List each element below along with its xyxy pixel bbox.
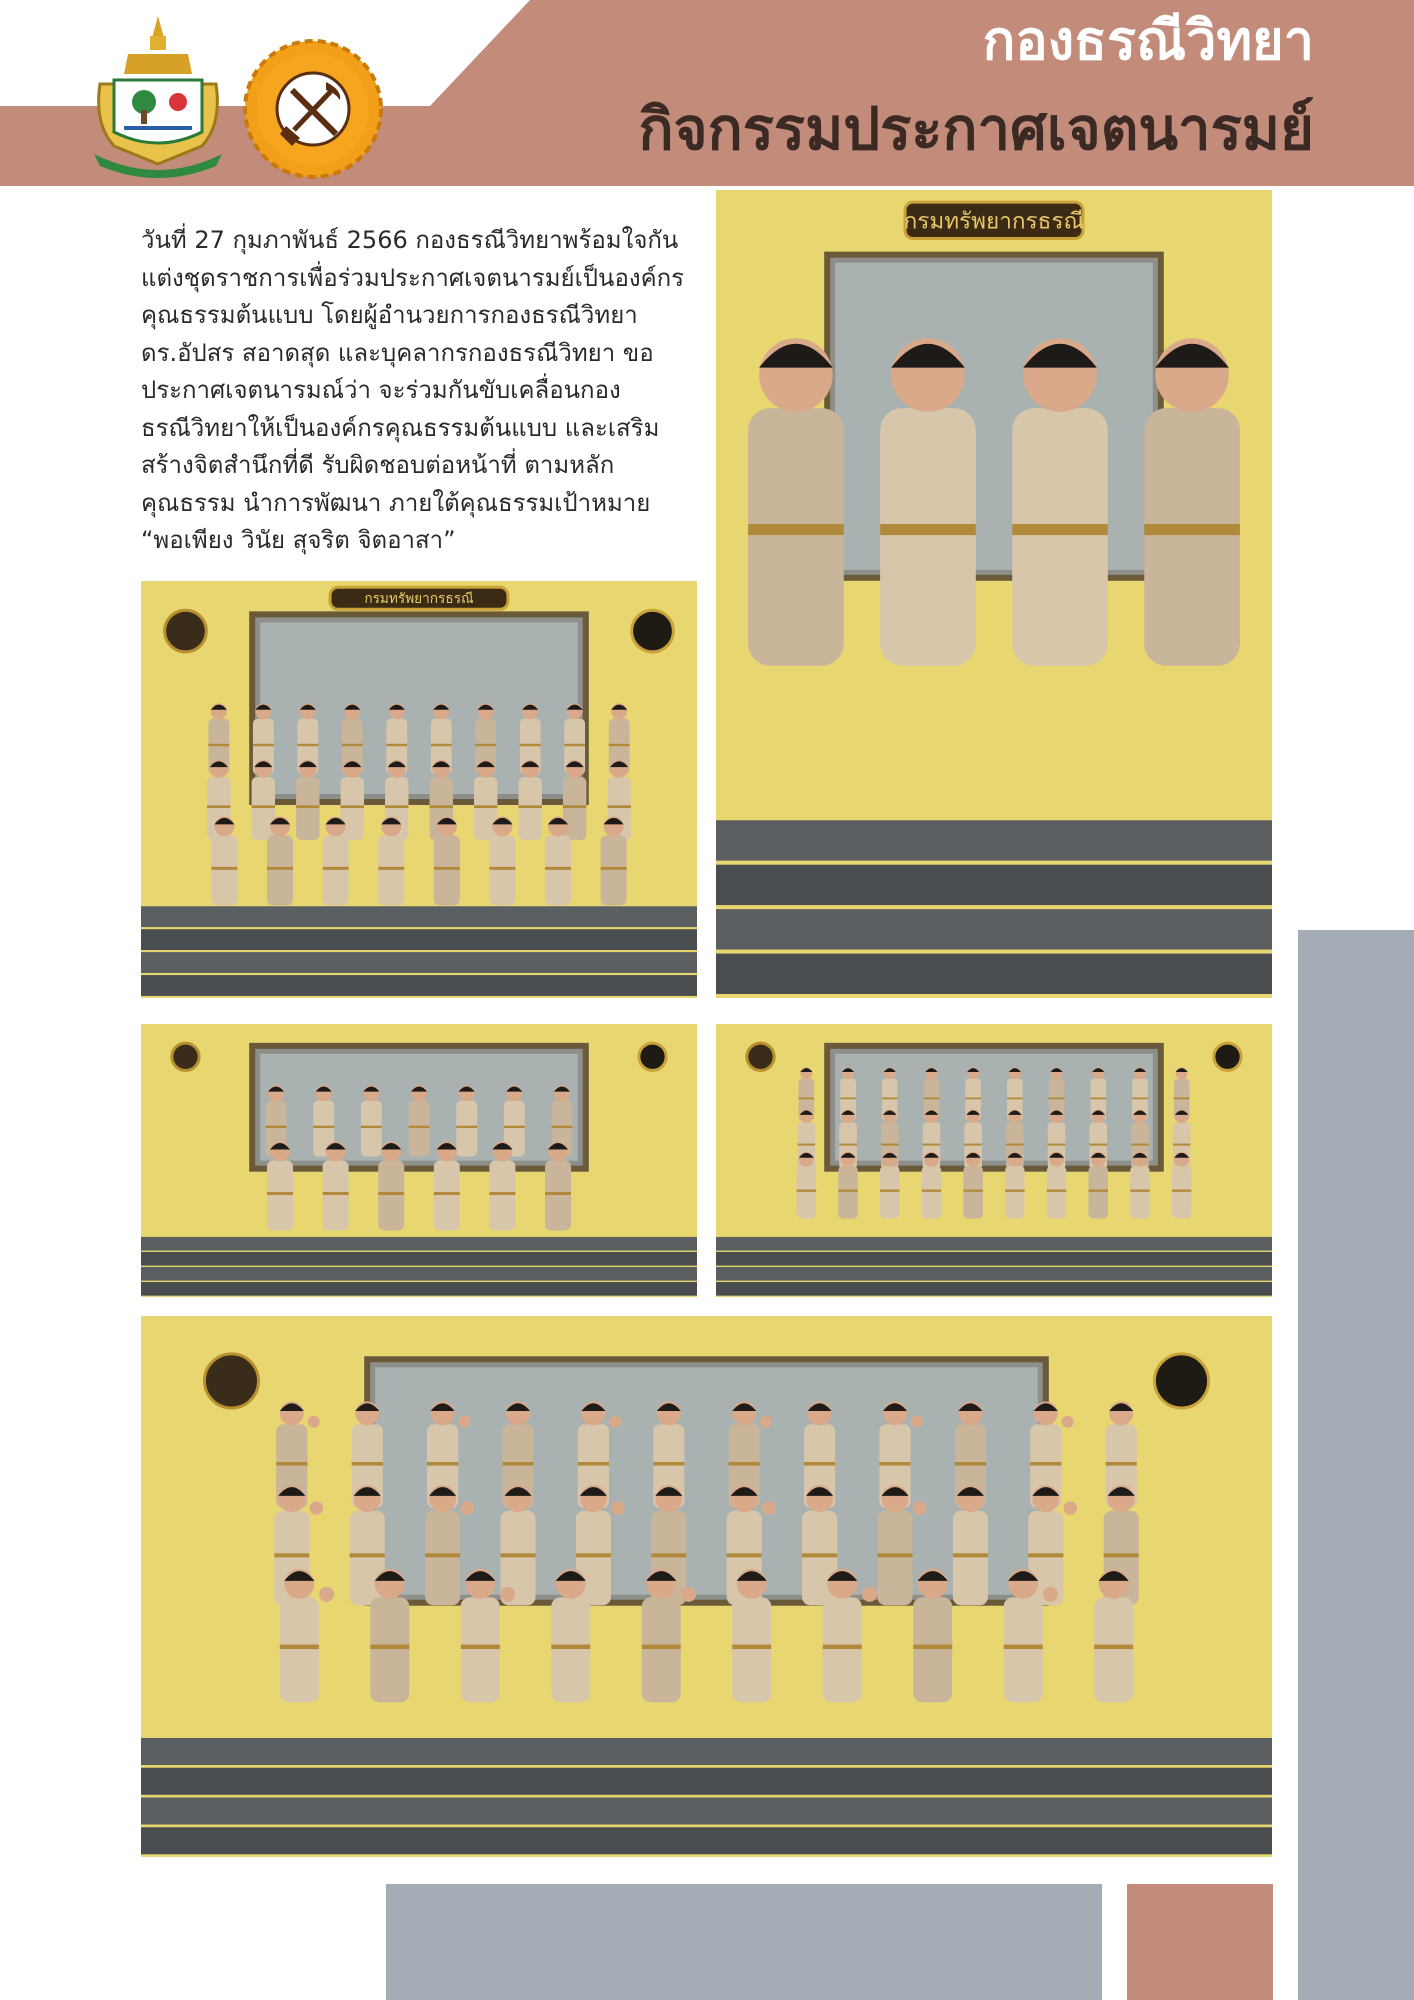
person-belt: [642, 1645, 681, 1650]
person-uniform: [323, 835, 349, 905]
person-belt: [504, 1126, 525, 1128]
person-belt: [653, 1462, 684, 1466]
person-belt: [840, 1098, 856, 1100]
person-belt: [1090, 1098, 1106, 1100]
person-belt: [729, 1462, 760, 1466]
person-belt: [434, 1192, 460, 1195]
person-belt: [323, 1192, 349, 1195]
person-belt: [474, 805, 497, 808]
person-uniform: [378, 1161, 404, 1231]
person-belt: [520, 744, 541, 746]
person-uniform: [823, 1597, 862, 1702]
person-belt: [955, 1462, 986, 1466]
person-belt: [276, 1462, 307, 1466]
person-uniform: [378, 835, 404, 905]
person-belt: [252, 805, 275, 808]
person-belt: [361, 1126, 382, 1128]
person-belt: [1174, 1098, 1190, 1100]
body-line: ธรณีวิทยาให้เป็นองค์กรคุณธรรมต้นแบบ และเสริม: [141, 413, 660, 442]
stair-step: [716, 1267, 1272, 1281]
person-belt: [880, 524, 976, 535]
body-line: คุณธรรมต้นแบบ โดยผู้อำนวยการกองธรณีวิทยา: [141, 301, 638, 329]
person-uniform: [880, 1166, 900, 1219]
person-uniform: [519, 777, 542, 840]
person-belt: [1028, 1553, 1063, 1557]
person-belt: [267, 867, 293, 870]
wall-emblem-right: [639, 1043, 666, 1070]
decorative-gray-bar-bottom: [386, 1884, 1102, 2000]
stair-step: [141, 1267, 697, 1281]
person-belt: [280, 1645, 319, 1650]
photo-group-small-right: [716, 1024, 1272, 1297]
stair-step: [141, 1237, 697, 1251]
person-belt: [378, 867, 404, 870]
person-belt: [489, 1192, 515, 1195]
person-belt: [551, 1645, 590, 1650]
stair-step: [141, 1797, 1272, 1824]
person-belt: [1173, 1144, 1191, 1146]
person-belt: [1047, 1190, 1067, 1192]
person-belt: [1089, 1144, 1107, 1146]
person-belt: [267, 1192, 293, 1195]
person-belt: [352, 1462, 383, 1466]
stair-step: [141, 1252, 697, 1266]
person-belt: [1172, 1190, 1192, 1192]
wall-emblem-right: [632, 610, 674, 652]
stair-step: [141, 1827, 1272, 1854]
person-uniform: [425, 1511, 460, 1606]
person-belt: [296, 805, 319, 808]
photo-group-fists: [141, 1316, 1272, 1857]
person-belt: [601, 867, 627, 870]
raised-fist: [611, 1501, 625, 1515]
person-belt: [461, 1645, 500, 1650]
person-belt: [576, 1553, 611, 1557]
stair-step: [141, 952, 697, 973]
person-belt: [1106, 1462, 1137, 1466]
person-belt: [964, 1144, 982, 1146]
person-belt: [1004, 1645, 1043, 1650]
raised-fist: [911, 1416, 923, 1428]
person-uniform: [280, 1597, 319, 1702]
raised-fist: [500, 1587, 515, 1602]
person-uniform: [601, 835, 627, 905]
person-uniform: [296, 777, 319, 840]
raised-fist: [308, 1416, 320, 1428]
raised-fist: [681, 1587, 696, 1602]
person-uniform: [963, 1166, 983, 1219]
photo-group-large: [141, 581, 697, 998]
person-belt: [1049, 1098, 1065, 1100]
body-line: “พอเพียง วินัย สุจริต จิตอาสา”: [141, 526, 456, 554]
person-belt: [1104, 1553, 1139, 1557]
person-belt: [313, 1126, 334, 1128]
person-uniform: [1094, 1597, 1133, 1702]
person-belt: [1005, 1190, 1025, 1192]
person-belt: [802, 1553, 837, 1557]
stair-step: [716, 1237, 1272, 1251]
person-belt: [274, 1553, 309, 1557]
person-uniform: [953, 1511, 988, 1606]
person-uniform: [1089, 1166, 1109, 1219]
stair-step: [141, 1282, 697, 1296]
person-uniform: [489, 835, 515, 905]
person-belt: [804, 1462, 835, 1466]
body-line: ดร.อัปสร สอาดสุด และบุคลากรกองธรณีวิทยา ขอ: [141, 338, 654, 367]
person-belt: [564, 744, 585, 746]
person-uniform: [880, 408, 976, 666]
person-belt: [430, 805, 453, 808]
person-belt: [545, 867, 571, 870]
person-uniform: [1144, 408, 1240, 666]
person-belt: [839, 1144, 857, 1146]
stair-step: [141, 906, 697, 927]
stair-step: [716, 1252, 1272, 1266]
page-title: กองธรณีวิทยา: [982, 9, 1314, 72]
person-belt: [923, 1144, 941, 1146]
person-belt: [409, 1126, 430, 1128]
person-belt: [823, 1645, 862, 1650]
person-uniform: [748, 408, 844, 666]
person-belt: [578, 1462, 609, 1466]
photo-group-small-left: [141, 1024, 697, 1297]
person-belt: [475, 744, 496, 746]
person-uniform: [1130, 1166, 1150, 1219]
raised-fist: [1064, 1501, 1078, 1515]
body-line: ประกาศเจตนารมณ์ว่า จะร่วมกันขับเคลื่อนกอง: [141, 376, 621, 404]
person-belt: [208, 744, 229, 746]
wall-emblem-left: [204, 1354, 258, 1408]
person-uniform: [461, 1597, 500, 1702]
person-belt: [370, 1645, 409, 1650]
person-belt: [489, 867, 515, 870]
person-belt: [385, 805, 408, 808]
person-belt: [427, 1462, 458, 1466]
person-uniform: [913, 1597, 952, 1702]
wall-emblem-right: [1214, 1043, 1241, 1070]
person-belt: [880, 1190, 900, 1192]
person-uniform: [1005, 1166, 1025, 1219]
person-uniform: [545, 835, 571, 905]
photo-four-officials: [716, 190, 1272, 998]
person-belt: [386, 744, 407, 746]
person-belt: [425, 1553, 460, 1557]
person-uniform: [409, 1100, 430, 1156]
person-belt: [881, 1144, 899, 1146]
person-belt: [500, 1553, 535, 1557]
raised-fist: [310, 1501, 324, 1515]
person-uniform: [323, 1161, 349, 1231]
person-belt: [456, 1126, 477, 1128]
person-belt: [1144, 524, 1240, 535]
person-uniform: [877, 1511, 912, 1606]
person-uniform: [361, 1100, 382, 1156]
person-belt: [963, 1190, 983, 1192]
person-uniform: [545, 1161, 571, 1231]
person-belt: [1007, 1098, 1023, 1100]
person-belt: [1094, 1645, 1133, 1650]
raised-fist: [460, 1501, 474, 1515]
person-belt: [1012, 524, 1108, 535]
person-belt: [431, 744, 452, 746]
person-belt: [607, 805, 630, 808]
person-belt: [519, 805, 542, 808]
person-uniform: [732, 1597, 771, 1702]
building-sign-text: กรมทรัพยากรธรณี: [364, 591, 474, 608]
person-belt: [1030, 1462, 1061, 1466]
person-belt: [563, 805, 586, 808]
person-uniform: [922, 1166, 942, 1219]
person-uniform: [267, 835, 293, 905]
person-belt: [922, 1190, 942, 1192]
person-belt: [799, 1098, 815, 1100]
person-belt: [502, 1462, 533, 1466]
glass-doors: [375, 1367, 1038, 1594]
person-belt: [732, 1645, 771, 1650]
person-uniform: [551, 1597, 590, 1702]
person-belt: [797, 1190, 817, 1192]
raised-fist: [1062, 1416, 1074, 1428]
person-belt: [323, 867, 349, 870]
person-belt: [913, 1645, 952, 1650]
person-uniform: [838, 1166, 858, 1219]
decorative-gray-bar-right: [1298, 930, 1414, 2000]
person-belt: [727, 1553, 762, 1557]
wall-emblem-left: [165, 610, 207, 652]
stair-step: [141, 975, 697, 996]
person-uniform: [797, 1166, 817, 1219]
person-belt: [378, 1192, 404, 1195]
person-belt: [1131, 1144, 1149, 1146]
person-uniform: [456, 1100, 477, 1156]
raised-fist: [913, 1501, 927, 1515]
person-belt: [350, 1553, 385, 1557]
person-uniform: [434, 835, 460, 905]
person-belt: [879, 1462, 910, 1466]
stair-step: [716, 820, 1272, 860]
person-belt: [552, 1126, 573, 1128]
dmr-logo-icon: [242, 38, 384, 180]
raised-fist: [760, 1416, 772, 1428]
person-belt: [434, 867, 460, 870]
person-belt: [545, 1192, 571, 1195]
person-uniform: [370, 1597, 409, 1702]
raised-fist: [862, 1587, 877, 1602]
page-subtitle: กิจกรรมประกาศเจตนารมย์: [638, 95, 1314, 163]
body-line: คุณธรรม นำการพัฒนา ภายใต้คุณธรรมเป้าหมาย: [141, 488, 651, 517]
person-belt: [838, 1190, 858, 1192]
person-belt: [207, 805, 230, 808]
wall-emblem-left: [747, 1043, 774, 1070]
person-belt: [211, 867, 237, 870]
person-uniform: [1172, 1166, 1192, 1219]
body-line: แต่งชุดราชการเพื่อร่วมประกาศเจตนารมย์เป็นองค์กร: [141, 263, 685, 292]
person-belt: [953, 1553, 988, 1557]
raised-fist: [762, 1501, 776, 1515]
raised-fist: [458, 1416, 470, 1428]
person-belt: [253, 744, 274, 746]
person-belt: [882, 1098, 898, 1100]
person-belt: [341, 805, 364, 808]
person-belt: [924, 1098, 940, 1100]
person-belt: [1006, 1144, 1024, 1146]
wall-emblem-left: [172, 1043, 199, 1070]
body-line: สร้างจิตสำนึกที่ดี รับผิดชอบต่อหน้าที่ ตามหลัก: [141, 451, 615, 479]
person-belt: [877, 1553, 912, 1557]
article-body: [141, 222, 707, 560]
person-belt: [798, 1144, 816, 1146]
person-belt: [748, 524, 844, 535]
wall-emblem-right: [1154, 1354, 1208, 1408]
person-belt: [1132, 1098, 1148, 1100]
body-line: วันที่ 27 กุมภาพันธ์ 2566 กองธรณีวิทยาพร้อมใจกัน: [141, 226, 679, 254]
department-emblem-icon: [84, 14, 232, 180]
raised-fist: [609, 1416, 621, 1428]
person-belt: [297, 744, 318, 746]
stair-step: [141, 929, 697, 950]
stair-step: [716, 909, 1272, 949]
stair-step: [141, 1768, 1272, 1795]
stair-step: [141, 1738, 1272, 1765]
raised-fist: [1043, 1587, 1058, 1602]
stair-step: [716, 1282, 1272, 1296]
person-belt: [342, 744, 363, 746]
person-belt: [651, 1553, 686, 1557]
person-belt: [965, 1098, 981, 1100]
stair-step: [716, 954, 1272, 994]
person-uniform: [211, 835, 237, 905]
person-uniform: [489, 1161, 515, 1231]
building-sign-text: กรมทรัพยากรธรณี: [903, 208, 1085, 235]
person-uniform: [642, 1597, 681, 1702]
person-uniform: [434, 1161, 460, 1231]
stair-step: [716, 865, 1272, 905]
person-uniform: [1004, 1597, 1043, 1702]
person-uniform: [267, 1161, 293, 1231]
person-uniform: [1012, 408, 1108, 666]
person-belt: [609, 744, 630, 746]
person-uniform: [1047, 1166, 1067, 1219]
person-belt: [1130, 1190, 1150, 1192]
person-belt: [1048, 1144, 1066, 1146]
person-belt: [266, 1126, 287, 1128]
person-belt: [1089, 1190, 1109, 1192]
decorative-brown-block: [1127, 1884, 1273, 2000]
raised-fist: [319, 1587, 334, 1602]
